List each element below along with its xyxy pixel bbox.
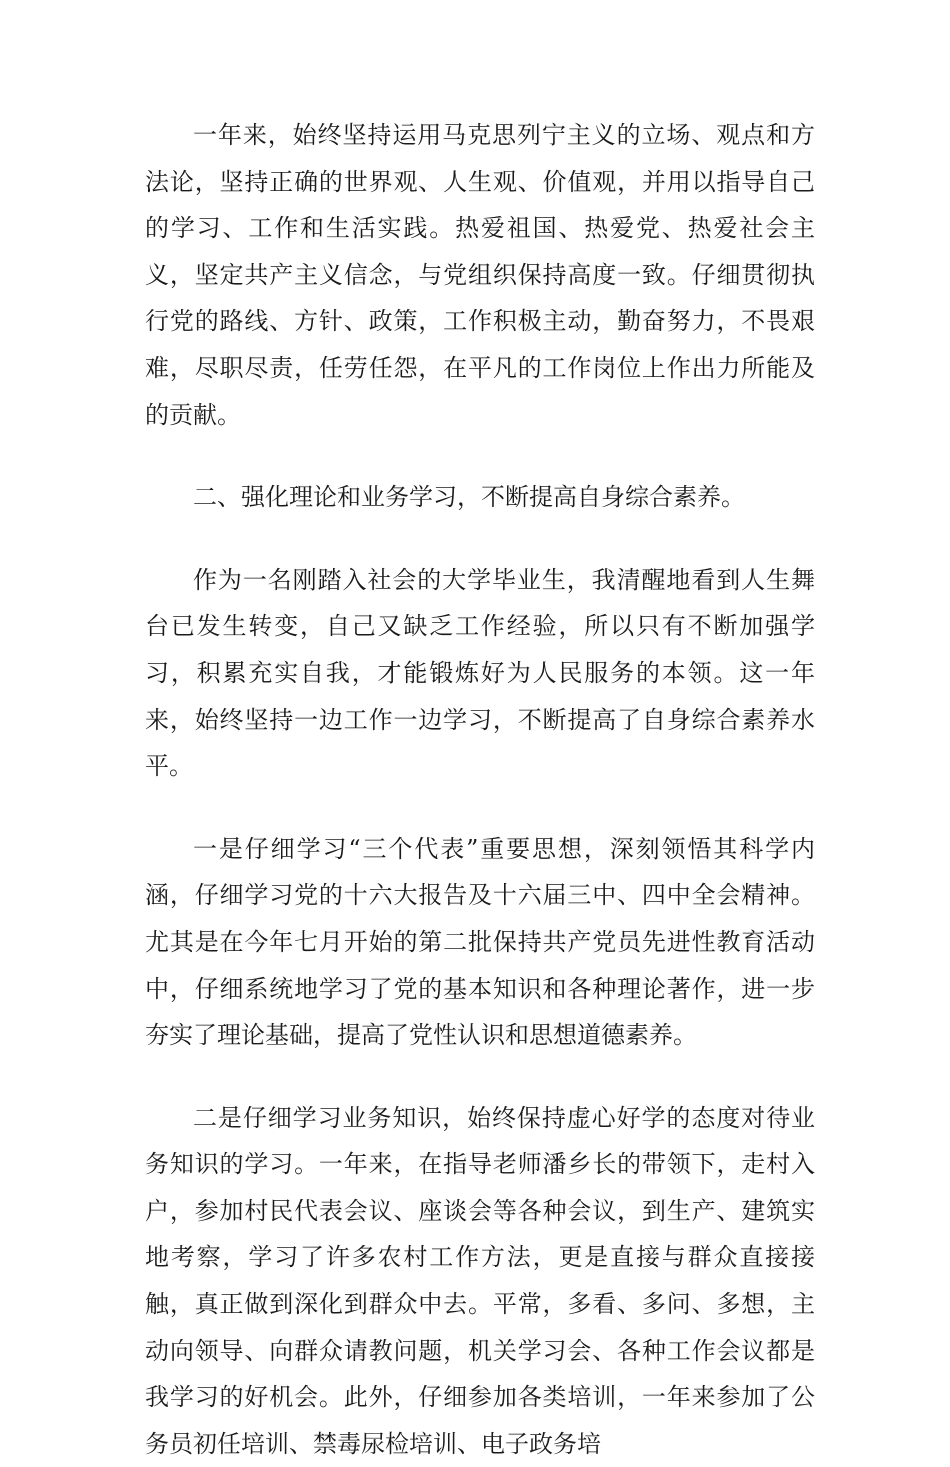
document-page <box>145 112 815 1467</box>
paragraph-theory-study: 一是仔细学习“三个代表”重要思想，深刻领悟其科学内涵，仔细学习党的十六大报告及十六届三中、四中全会精神。尤其是在今年七月开始的第二批保持共产党员先进性教育活动中，仔细系统地学习了党的基本知识和各种理论著作，进一步夯实了理论基础，提高了党性认识和思想道德素养。 <box>145 834 815 1050</box>
paragraph-business-study: 二是仔细学习业务知识，始终保持虚心好学的态度对待业务知识的学习。一年来，在指导老师潘乡长的带领下，走村入户，参加村民代表会议、座谈会等各种会议，到生产、建筑实地考察，学习了许多农村工作方法，更是直接与群众直接接触，真正做到深化到群众中去。平常，多看、多问、多想，主动向领导、向群众请教问题，机关学习会、各种工作会议都是我学习的好机会。此外，仔细参加各类培训，一年来参加了公务员初任培训、禁毒尿检培训、电子政务培 <box>145 1103 815 1458</box>
paragraph-political-stance: 一年来，始终坚持运用马克思列宁主义的立场、观点和方法论，坚持正确的世界观、人生观、价值观，并用以指导自己的学习、工作和生活实践。热爱祖国、热爱党、热爱社会主义，坚定共产主义信念，与党组织保持高度一致。仔细贯彻执行党的路线、方针、政策，工作积极主动，勤奋努力，不畏艰难，尽职尽责，任劳任怨，在平凡的工作岗位上作出力所能及的贡献。 <box>145 121 815 429</box>
section-heading-study: 二、强化理论和业务学习，不断提高自身综合素养。 <box>193 483 745 512</box>
paragraph-graduate-learning: 作为一名刚踏入社会的大学毕业生，我清醒地看到人生舞台已发生转变，自己又缺乏工作经验，所以只有不断加强学习，积累充实自我，才能锻炼好为人民服务的本领。这一年来，始终坚持一边工作一边学习，不断提高了自身综合素养水平。 <box>145 565 815 781</box>
